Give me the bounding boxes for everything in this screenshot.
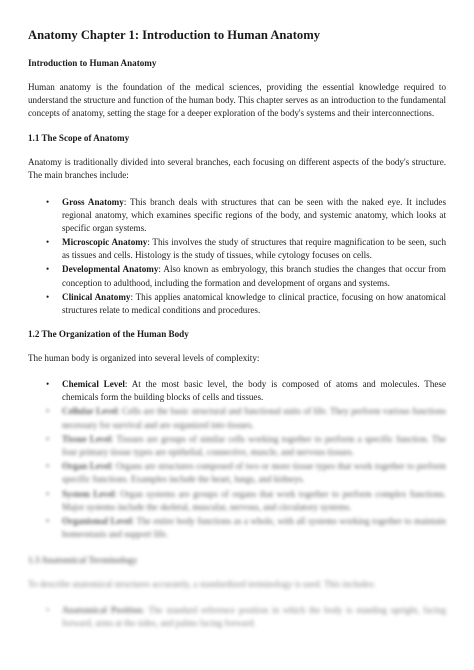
- list-item: [46, 405, 446, 431]
- terminology-section: [28, 555, 446, 630]
- item-description: : At the most basic level, the body is composed of atoms and molecules. These chemicals form the building blocks of cells and tissues.: [62, 379, 446, 403]
- bullet-icon: •: [46, 488, 50, 499]
- bullet-icon: •: [46, 264, 50, 275]
- item-description: : Cells are the basic structural and functional units of life. They perform various functions necessary for survival and are organized into tissues.: [62, 406, 446, 430]
- bullet-icon: •: [46, 379, 50, 390]
- bullet-icon: •: [46, 196, 50, 207]
- list-item: [46, 488, 446, 514]
- item-description: : Organ systems are groups of organs that work together to perform complex functions. Major systems include the skeletal, muscular, nervous, and circulatory systems.: [62, 488, 446, 512]
- list-item: [46, 378, 446, 404]
- item-description: : Tissues are groups of similar cells working together to perform a specific function. The four primary tissue types are epithelial, connective, muscle, and nervous tissues.: [62, 433, 446, 457]
- item-term: Clinical Anatomy: [62, 291, 131, 302]
- item-description: : The entire body functions as a whole, with all systems working together to maintain homeostasis and support life.: [62, 515, 446, 540]
- item-term: Anatomical Position: [62, 605, 143, 616]
- item-term: Organismal Level: [62, 515, 132, 526]
- terminology-paragraph: To describe anatomical structures accurately, a standardized terminology is used. This includes:: [28, 579, 376, 589]
- bullet-icon: •: [46, 237, 50, 248]
- item-term: Microscopic Anatomy: [62, 237, 148, 248]
- intro-heading: Introduction to Human Anatomy: [28, 58, 157, 69]
- bullet-icon: •: [46, 433, 50, 444]
- item-description: : Also known as embryology, this branch studies the changes that occur from conception to adulthood, including the formation and development of organs and systems.: [62, 264, 446, 288]
- bullet-icon: •: [46, 291, 50, 302]
- bullet-icon: •: [46, 461, 50, 472]
- item-term: Gross Anatomy: [62, 196, 124, 207]
- item-description: : This applies anatomical knowledge to clinical practice, focusing on how anatomical structures relate to medical conditions and procedures.: [62, 291, 446, 315]
- list-item: [46, 236, 446, 262]
- item-term: Chemical Level: [62, 379, 125, 390]
- item-term: Tissue Level: [62, 433, 112, 444]
- item-term: System Level: [62, 488, 115, 499]
- item-term: Organ Level: [62, 461, 111, 472]
- bullet-icon: •: [46, 515, 50, 526]
- item-description: : This branch deals with structures that can be seen with the naked eye. It includes regional anatomy, which examines specific regions of the body, and systemic anatomy, which looks at specific organ systems.: [62, 196, 446, 233]
- list-item: [46, 460, 447, 486]
- list-item: [46, 196, 446, 236]
- document-title: Anatomy Chapter 1: Introduction to Human Anatomy: [28, 28, 321, 42]
- list-item: [46, 604, 447, 630]
- terminology-heading: 1.3 Anatomical Terminology: [28, 555, 138, 566]
- scope-heading: 1.1 The Scope of Anatomy: [28, 133, 130, 144]
- organization-heading: 1.2 The Organization of the Human Body: [28, 329, 189, 340]
- item-term: Developmental Anatomy: [62, 264, 159, 275]
- list-item: [46, 515, 446, 541]
- item-description: : The standard reference position in which the body is standing upright, facing forward, arms at the sides, and palms facing forward.: [62, 605, 447, 629]
- list-item: [46, 433, 446, 459]
- item-description: : This involves the study of structures that require magnification to be seen, such as tissues and cells. Histology is the study of tissues, while cytology focuses on cells.: [62, 237, 446, 261]
- bullet-icon: •: [46, 406, 50, 417]
- scope-list: [28, 196, 446, 318]
- item-term: Cellular Level: [62, 406, 118, 417]
- item-description: : Organs are structures composed of two or more tissue types that work together to perform specific functions. Examples include the heart, lungs, and kidneys.: [62, 461, 447, 485]
- organization-paragraph: The human body is organized into several levels of complexity:: [28, 352, 260, 363]
- scope-paragraph: Anatomy is traditionally divided into several branches, each focusing on different aspects of the body's structure. The main branches include:: [28, 157, 446, 181]
- terminology-list: [28, 604, 446, 630]
- organization-list: [28, 378, 446, 541]
- intro-paragraph: Human anatomy is the foundation of the medical sciences, providing the essential knowledge required to understand the structure and function of the human body. This chapter serves as an introduction to the fundamental concepts of anatomy, setting the stage for a deeper exploration of the body's systems and their interconnections.: [28, 81, 446, 119]
- bullet-icon: •: [46, 605, 50, 616]
- list-item: [46, 291, 446, 317]
- list-item: [46, 263, 446, 289]
